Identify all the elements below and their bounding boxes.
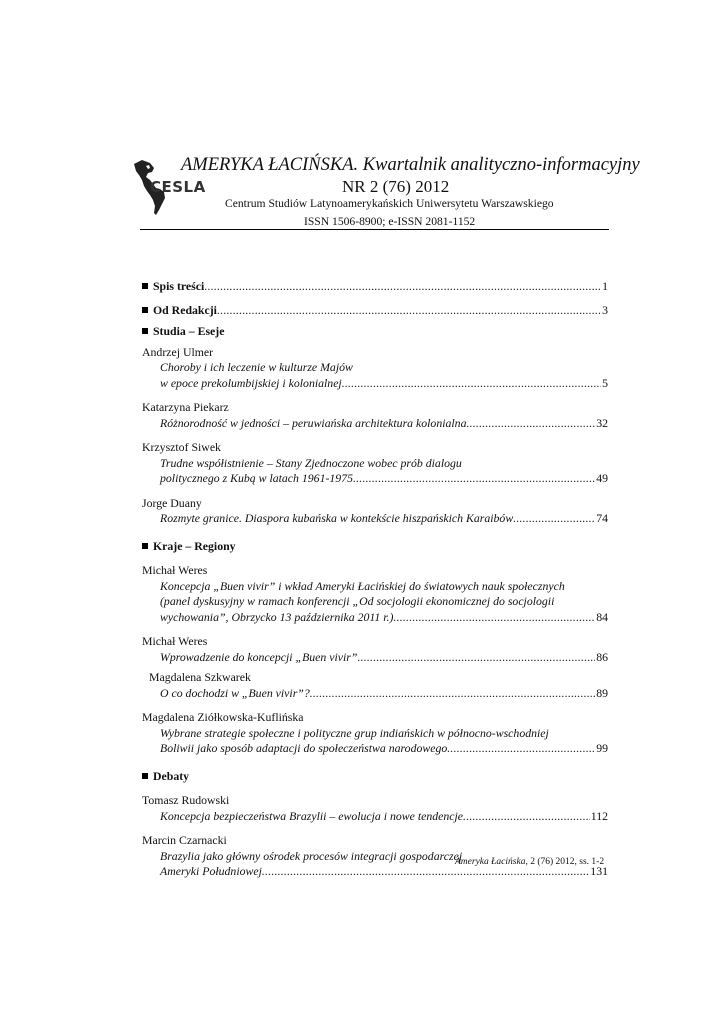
toc-entry[interactable] xyxy=(142,496,608,527)
leader-dots xyxy=(217,303,601,319)
toc-entry[interactable] xyxy=(142,634,608,665)
page-number: 84 xyxy=(596,609,608,624)
publisher-centre: Centrum Studiów Latynoamerykańskich Uniwersytetu Warszawskiego xyxy=(225,197,554,210)
entry-title-line: Wprowadzenie do koncepcji „Buen vivir” xyxy=(160,649,358,664)
entry-title-line: politycznego z Kubą w latach 1961-1975 xyxy=(160,471,353,485)
logo-text: CESLA xyxy=(150,178,206,196)
entry-author: Marcin Czarnacki xyxy=(142,833,227,847)
leader-dots xyxy=(342,376,601,392)
toc-entry[interactable] xyxy=(142,563,608,625)
square-bullet-icon xyxy=(142,328,148,334)
toc-section-od-redakcji[interactable] xyxy=(142,303,608,319)
leader-dots xyxy=(447,741,595,757)
entry-title-line: Boliwii jako sposób adaptacji do społeczeństwa narodowego xyxy=(160,741,448,755)
page-number: 49 xyxy=(596,471,608,485)
leader-dots xyxy=(357,650,595,666)
entry-title-line: (panel dyskusyjny w ramach konferencji „Od socjologii ekonomicznej do socjologii xyxy=(160,594,555,608)
entry-author: Magdalena Szkwarek xyxy=(149,670,251,684)
entry-author: Andrzej Ulmer xyxy=(142,344,214,359)
page-number: 89 xyxy=(596,685,608,700)
page-number: 5 xyxy=(602,375,608,390)
entry-title-line: w epoce prekolumbijskiej i kolonialnej xyxy=(160,375,342,390)
square-bullet-icon xyxy=(142,283,148,289)
entry-title-line: O co dochodzi w „Buen vivir”? xyxy=(160,685,310,700)
issue-number: NR 2 (76) 2012 xyxy=(342,177,450,196)
page-number: 74 xyxy=(596,511,608,525)
entry-author: Michał Weres xyxy=(142,563,208,577)
square-bullet-icon xyxy=(142,307,148,313)
entry-title-line: Trudne współistnienie – Stany Zjednoczone wobec prób dialogu xyxy=(160,455,462,470)
section-label: Od Redakcji xyxy=(153,302,217,317)
entry-author: Tomasz Rudowski xyxy=(142,793,230,807)
leader-dots xyxy=(463,809,590,825)
entry-title-line: wychowania”, Obrzycko 13 października 2011 r.) xyxy=(160,609,394,624)
issn: ISSN 1506-8900; e-ISSN 2081-1152 xyxy=(304,215,476,228)
header-divider xyxy=(140,229,609,230)
toc-section-debaty xyxy=(142,769,608,785)
toc-section-studia xyxy=(142,324,608,340)
journal-title: AMERYKA ŁACIŃSKA. Kwartalnik analityczno-informacyjny xyxy=(181,155,640,175)
page-number: 86 xyxy=(596,649,608,664)
toc-section-spis[interactable] xyxy=(142,279,608,295)
toc-entry[interactable] xyxy=(142,670,608,701)
entry-title-line: Brazylia jako główny ośrodek procesów integracji gospodarczej xyxy=(160,848,463,863)
page-number: 112 xyxy=(590,808,608,823)
section-label: Debaty xyxy=(153,768,190,783)
page-number: 1 xyxy=(602,279,608,293)
entry-title-line: Koncepcja bezpieczeństwa Brazylii – ewolucja i nowe tendencje xyxy=(160,808,464,823)
page-number: 32 xyxy=(596,415,608,430)
toc-section-kraje xyxy=(142,539,608,555)
page-number: 99 xyxy=(596,741,608,755)
footer-journal: Ameryka Łacińska xyxy=(455,857,526,867)
entry-title-line: Ameryki Południowej xyxy=(160,864,262,878)
table-of-contents xyxy=(142,279,608,880)
leader-dots xyxy=(204,279,601,295)
toc-entry[interactable] xyxy=(142,440,608,487)
entry-author: Katarzyna Piekarz xyxy=(142,400,229,414)
page-footer xyxy=(455,857,604,867)
leader-dots xyxy=(513,511,595,527)
entry-author: Michał Weres xyxy=(142,634,208,648)
square-bullet-icon xyxy=(142,773,148,779)
entry-title-line: Choroby i ich leczenie w kulturze Majów xyxy=(160,360,353,374)
toc-entry[interactable] xyxy=(142,710,608,757)
page-number: 131 xyxy=(590,864,608,878)
footer-citation: , 2 (76) 2012, ss. 1-2 xyxy=(525,857,605,867)
square-bullet-icon xyxy=(142,543,148,549)
toc-entry[interactable] xyxy=(142,345,608,392)
page-number: 3 xyxy=(602,302,608,317)
entry-title-line: Wybrane strategie społeczne i polityczne grup indiańskich w północno-wschodniej xyxy=(160,725,549,740)
entry-author: Magdalena Ziółkowska-Kuflińska xyxy=(142,710,304,724)
entry-author: Krzysztof Siwek xyxy=(142,440,221,454)
entry-title-line: Rozmyte granice. Diaspora kubańska w kontekście hiszpańskich Karaibów xyxy=(160,511,514,525)
leader-dots xyxy=(353,471,595,487)
leader-dots xyxy=(393,610,595,626)
section-label: Studia – Eseje xyxy=(153,324,225,338)
section-label: Kraje – Regiony xyxy=(153,538,236,553)
leader-dots xyxy=(310,686,595,702)
leader-dots xyxy=(466,416,595,432)
toc-entry[interactable] xyxy=(142,793,608,824)
entry-title-line: Różnorodność w jedności – peruwiańska architektura kolonialna xyxy=(160,415,467,430)
entry-author: Jorge Duany xyxy=(142,495,202,510)
toc-entry[interactable] xyxy=(142,400,608,431)
entry-title-line: Koncepcja „Buen vivir” i wkład Ameryki Łacińskiej do światowych nauk społecznych xyxy=(160,578,565,593)
section-label: Spis treści xyxy=(153,279,205,293)
